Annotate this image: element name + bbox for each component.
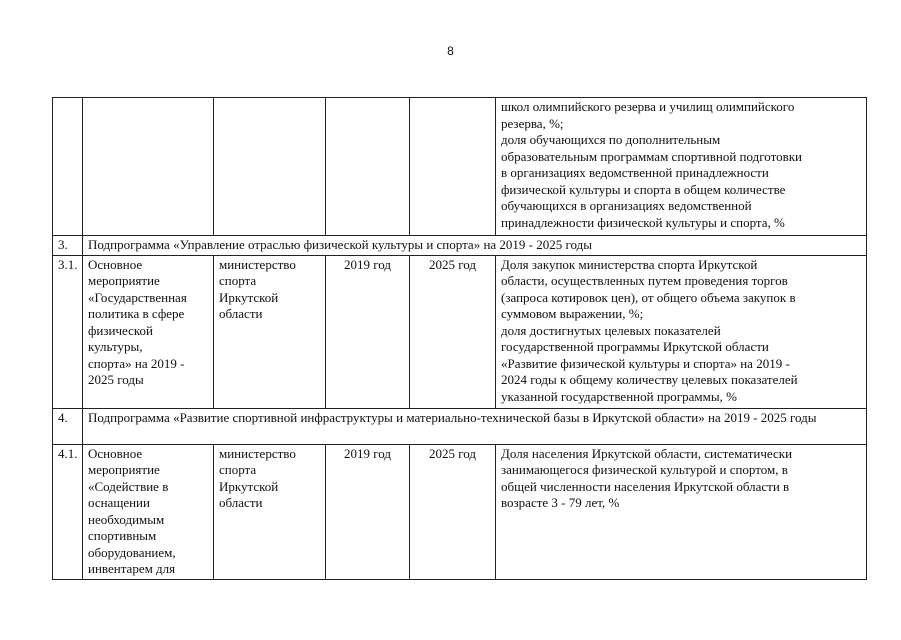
cell-end-year: 2025 год — [410, 444, 496, 579]
table-row-3-1 — [53, 255, 867, 408]
cell-event-name — [83, 98, 214, 236]
cell-start-year: 2019 год — [326, 444, 410, 579]
cell-executor: министерство спорта Иркутской области — [214, 444, 326, 579]
subprogram-4-title: Подпрограмма «Развитие спортивной инфраструктуры и материально-технической базы в Иркутской области» на 2019 - 2025 годы — [83, 408, 867, 444]
cell-executor: министерство спорта Иркутской области — [214, 255, 326, 408]
cell-number: 4. — [53, 408, 83, 444]
cell-indicators: школ олимпийского резерва и училищ олимпийского резерва, %; доля обучающихся по дополнительным образовательным программам спортивной подготовки в организациях ведомственной принадлежности физической культуры и спорта в общем количестве обучающихся в организациях ведомственной принадлежности физической культуры и спорта, % — [496, 98, 867, 236]
cell-indicators: Доля закупок министерства спорта Иркутской области, осуществленных путем проведения торгов (запроса котировок цен), от общего объема закупок в суммовом выражении, %; доля достигнутых целевых показателей государственной программы Иркутской области «Развитие физической культуры и спорта» на 2019 - 2024 годы к общему количеству целевых показателей указанной государственной программы, % — [496, 255, 867, 408]
cell-indicators: Доля населения Иркутской области, систематически занимающегося физической культурой и спортом, в общей численности населения Иркутской области в возрасте 3 - 79 лет, % — [496, 444, 867, 579]
cell-start-year — [326, 98, 410, 236]
table-row-subprogram-3 — [53, 236, 867, 256]
cell-event-name: Основное мероприятие «Содействие в оснащении необходимым спортивным оборудованием, инвентарем для — [83, 444, 214, 579]
table-row-subprogram-4 — [53, 408, 867, 444]
cell-number: 3. — [53, 236, 83, 256]
cell-start-year: 2019 год — [326, 255, 410, 408]
cell-event-name: Основное мероприятие «Государственная политика в сфере физической культуры, спорта» на 2019 - 2025 годы — [83, 255, 214, 408]
cell-executor — [214, 98, 326, 236]
page-number: 8 — [447, 44, 454, 58]
table-row-4-1 — [53, 444, 867, 579]
cell-end-year: 2025 год — [410, 255, 496, 408]
table-row-continuation — [53, 98, 867, 236]
program-table — [52, 97, 867, 580]
cell-number: 4.1. — [53, 444, 83, 579]
cell-number: 3.1. — [53, 255, 83, 408]
subprogram-3-title: Подпрограмма «Управление отраслью физической культуры и спорта» на 2019 - 2025 годы — [83, 236, 867, 256]
cell-end-year — [410, 98, 496, 236]
cell-number — [53, 98, 83, 236]
